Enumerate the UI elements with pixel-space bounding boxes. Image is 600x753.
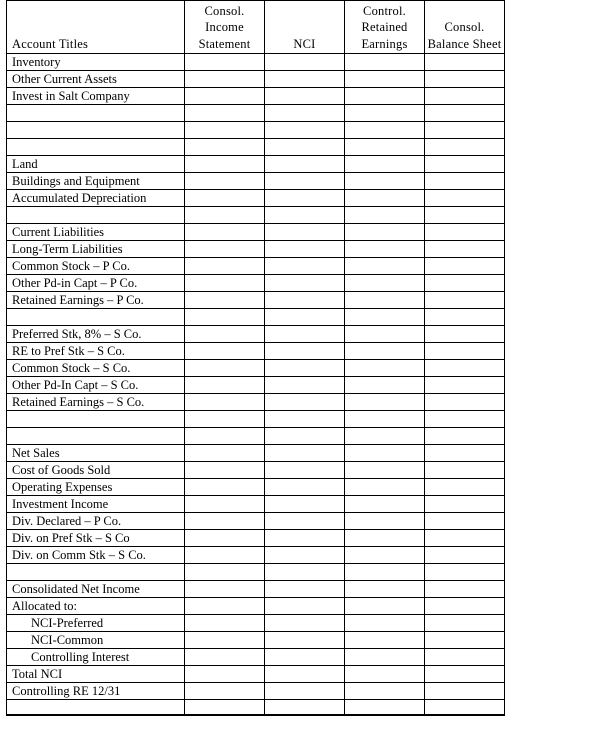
table-row — [7, 394, 505, 411]
cell-nci[interactable] — [265, 190, 345, 207]
cell-consol-balance-sheet[interactable] — [425, 496, 505, 513]
cell-control-retained-earnings[interactable] — [345, 122, 425, 139]
cell-consol-income-statement[interactable] — [185, 275, 265, 292]
cell-consol-balance-sheet[interactable] — [425, 394, 505, 411]
cell-nci[interactable] — [265, 632, 345, 649]
cell-consol-balance-sheet[interactable] — [425, 479, 505, 496]
cell-consol-balance-sheet[interactable] — [425, 547, 505, 564]
table-row — [7, 54, 505, 71]
cell-control-retained-earnings[interactable] — [345, 292, 425, 309]
header-consol-balance-sheet: Consol. Balance Sheet — [425, 1, 505, 54]
cell-consol-income-statement[interactable] — [185, 54, 265, 71]
cell-nci[interactable] — [265, 462, 345, 479]
table-row — [7, 445, 505, 462]
account-title-cell: Operating Expenses — [7, 479, 185, 496]
cell-control-retained-earnings[interactable] — [345, 479, 425, 496]
cell-nci[interactable] — [265, 564, 345, 581]
cell-consol-income-statement[interactable] — [185, 394, 265, 411]
cell-consol-income-statement[interactable] — [185, 683, 265, 700]
cell-nci[interactable] — [265, 326, 345, 343]
cell-consol-income-statement[interactable] — [185, 632, 265, 649]
cell-nci[interactable] — [265, 275, 345, 292]
cell-nci[interactable] — [265, 258, 345, 275]
cell-consol-income-statement[interactable] — [185, 292, 265, 309]
cell-consol-balance-sheet[interactable] — [425, 513, 505, 530]
cell-nci[interactable] — [265, 598, 345, 615]
account-title-cell: Buildings and Equipment — [7, 173, 185, 190]
cell-nci[interactable] — [265, 207, 345, 224]
cell-consol-income-statement[interactable] — [185, 122, 265, 139]
cell-consol-income-statement[interactable] — [185, 479, 265, 496]
cell-consol-balance-sheet[interactable] — [425, 462, 505, 479]
cell-consol-balance-sheet[interactable] — [425, 224, 505, 241]
cell-consol-income-statement[interactable] — [185, 156, 265, 173]
cell-consol-income-statement[interactable] — [185, 547, 265, 564]
cell-consol-income-statement[interactable] — [185, 241, 265, 258]
cell-consol-balance-sheet[interactable] — [425, 190, 505, 207]
cell-control-retained-earnings[interactable] — [345, 411, 425, 428]
cell-consol-income-statement[interactable] — [185, 649, 265, 666]
cell-nci[interactable] — [265, 496, 345, 513]
cell-control-retained-earnings[interactable] — [345, 105, 425, 122]
cell-consol-income-statement[interactable] — [185, 71, 265, 88]
account-title-cell — [7, 207, 185, 224]
table-row — [7, 71, 505, 88]
cell-control-retained-earnings[interactable] — [345, 649, 425, 666]
cell-control-retained-earnings[interactable] — [345, 173, 425, 190]
table-row — [7, 683, 505, 700]
cell-control-retained-earnings[interactable] — [345, 377, 425, 394]
account-title-cell — [7, 105, 185, 122]
cell-nci[interactable] — [265, 445, 345, 462]
cell-consol-income-statement[interactable] — [185, 564, 265, 581]
cell-control-retained-earnings[interactable] — [345, 275, 425, 292]
cell-nci[interactable] — [265, 547, 345, 564]
cell-nci[interactable] — [265, 122, 345, 139]
cell-nci[interactable] — [265, 292, 345, 309]
cell-consol-balance-sheet[interactable] — [425, 411, 505, 428]
cell-control-retained-earnings[interactable] — [345, 156, 425, 173]
cell-consol-balance-sheet[interactable] — [425, 683, 505, 700]
account-title-cell: Net Sales — [7, 445, 185, 462]
account-title-cell: RE to Pref Stk – S Co. — [7, 343, 185, 360]
cell-consol-balance-sheet[interactable] — [425, 292, 505, 309]
cell-consol-balance-sheet[interactable] — [425, 564, 505, 581]
account-title-cell — [7, 428, 185, 445]
cell-consol-balance-sheet[interactable] — [425, 581, 505, 598]
table-row — [7, 377, 505, 394]
cell-consol-balance-sheet[interactable] — [425, 173, 505, 190]
account-title-cell: Long-Term Liabilities — [7, 241, 185, 258]
cell-nci[interactable] — [265, 666, 345, 683]
cell-control-retained-earnings[interactable] — [345, 683, 425, 700]
cell-consol-income-statement[interactable] — [185, 615, 265, 632]
cell-control-retained-earnings[interactable] — [345, 241, 425, 258]
cell-consol-income-statement[interactable] — [185, 700, 265, 716]
cell-nci[interactable] — [265, 360, 345, 377]
cell-control-retained-earnings[interactable] — [345, 207, 425, 224]
cell-consol-balance-sheet[interactable] — [425, 343, 505, 360]
worksheet-body — [7, 54, 505, 716]
cell-control-retained-earnings[interactable] — [345, 343, 425, 360]
cell-consol-balance-sheet[interactable] — [425, 88, 505, 105]
cell-nci[interactable] — [265, 139, 345, 156]
account-title-cell: Div. on Pref Stk – S Co — [7, 530, 185, 547]
table-row — [7, 326, 505, 343]
table-row — [7, 275, 505, 292]
account-title-cell: Total NCI — [7, 666, 185, 683]
cell-consol-balance-sheet[interactable] — [425, 275, 505, 292]
account-title-cell: Other Pd-in Capt – P Co. — [7, 275, 185, 292]
account-title-cell: Common Stock – P Co. — [7, 258, 185, 275]
consolidation-worksheet-table — [6, 0, 505, 716]
account-title-cell: Consolidated Net Income — [7, 581, 185, 598]
table-row — [7, 360, 505, 377]
table-row — [7, 496, 505, 513]
table-row — [7, 292, 505, 309]
table-row — [7, 173, 505, 190]
cell-nci[interactable] — [265, 156, 345, 173]
cell-control-retained-earnings[interactable] — [345, 394, 425, 411]
table-row — [7, 479, 505, 496]
account-title-cell: Investment Income — [7, 496, 185, 513]
cell-control-retained-earnings[interactable] — [345, 581, 425, 598]
cell-consol-balance-sheet[interactable] — [425, 207, 505, 224]
cell-consol-income-statement[interactable] — [185, 581, 265, 598]
account-title-cell — [7, 309, 185, 326]
account-title-cell: Other Pd-In Capt – S Co. — [7, 377, 185, 394]
cell-control-retained-earnings[interactable] — [345, 496, 425, 513]
cell-consol-balance-sheet[interactable] — [425, 666, 505, 683]
cell-consol-balance-sheet[interactable] — [425, 530, 505, 547]
header-control-retained-earnings: Control. Retained Earnings — [345, 1, 425, 54]
cell-control-retained-earnings[interactable] — [345, 700, 425, 716]
cell-consol-balance-sheet[interactable] — [425, 649, 505, 666]
cell-control-retained-earnings[interactable] — [345, 139, 425, 156]
cell-consol-balance-sheet[interactable] — [425, 615, 505, 632]
header-row — [7, 1, 505, 54]
table-row — [7, 462, 505, 479]
account-title-cell — [7, 122, 185, 139]
account-title-cell: Div. Declared – P Co. — [7, 513, 185, 530]
cell-nci[interactable] — [265, 649, 345, 666]
cell-control-retained-earnings[interactable] — [345, 258, 425, 275]
account-title-cell — [7, 700, 185, 716]
account-title-cell: Common Stock – S Co. — [7, 360, 185, 377]
table-row — [7, 190, 505, 207]
cell-consol-income-statement[interactable] — [185, 88, 265, 105]
table-row — [7, 649, 505, 666]
cell-nci[interactable] — [265, 394, 345, 411]
table-row — [7, 700, 505, 716]
table-row — [7, 547, 505, 564]
cell-control-retained-earnings[interactable] — [345, 632, 425, 649]
table-row — [7, 666, 505, 683]
cell-control-retained-earnings[interactable] — [345, 360, 425, 377]
cell-consol-income-statement[interactable] — [185, 343, 265, 360]
table-row — [7, 632, 505, 649]
cell-control-retained-earnings[interactable] — [345, 428, 425, 445]
cell-control-retained-earnings[interactable] — [345, 598, 425, 615]
cell-consol-income-statement[interactable] — [185, 530, 265, 547]
cell-consol-income-statement[interactable] — [185, 496, 265, 513]
cell-consol-income-statement[interactable] — [185, 139, 265, 156]
cell-control-retained-earnings[interactable] — [345, 547, 425, 564]
account-title-cell: Other Current Assets — [7, 71, 185, 88]
cell-control-retained-earnings[interactable] — [345, 71, 425, 88]
cell-consol-balance-sheet[interactable] — [425, 241, 505, 258]
cell-control-retained-earnings[interactable] — [345, 462, 425, 479]
cell-nci[interactable] — [265, 683, 345, 700]
cell-consol-balance-sheet[interactable] — [425, 105, 505, 122]
cell-consol-balance-sheet[interactable] — [425, 360, 505, 377]
table-row — [7, 224, 505, 241]
account-title-cell: Preferred Stk, 8% – S Co. — [7, 326, 185, 343]
table-row — [7, 207, 505, 224]
cell-consol-income-statement[interactable] — [185, 360, 265, 377]
cell-consol-balance-sheet[interactable] — [425, 377, 505, 394]
account-title-cell — [7, 411, 185, 428]
cell-consol-income-statement[interactable] — [185, 428, 265, 445]
cell-control-retained-earnings[interactable] — [345, 224, 425, 241]
cell-consol-balance-sheet[interactable] — [425, 309, 505, 326]
cell-control-retained-earnings[interactable] — [345, 513, 425, 530]
account-title-cell: NCI-Preferred — [7, 615, 185, 632]
table-row — [7, 564, 505, 581]
cell-consol-balance-sheet[interactable] — [425, 156, 505, 173]
cell-nci[interactable] — [265, 581, 345, 598]
table-row — [7, 615, 505, 632]
table-row — [7, 122, 505, 139]
table-row — [7, 241, 505, 258]
account-title-cell: Cost of Goods Sold — [7, 462, 185, 479]
account-title-cell: Controlling RE 12/31 — [7, 683, 185, 700]
cell-nci[interactable] — [265, 224, 345, 241]
cell-consol-balance-sheet[interactable] — [425, 632, 505, 649]
cell-nci[interactable] — [265, 173, 345, 190]
table-row — [7, 530, 505, 547]
cell-control-retained-earnings[interactable] — [345, 564, 425, 581]
account-title-cell: NCI-Common — [7, 632, 185, 649]
table-row — [7, 258, 505, 275]
cell-control-retained-earnings[interactable] — [345, 326, 425, 343]
cell-nci[interactable] — [265, 700, 345, 716]
account-title-cell: Retained Earnings – P Co. — [7, 292, 185, 309]
cell-consol-income-statement[interactable] — [185, 411, 265, 428]
table-row — [7, 513, 505, 530]
cell-consol-balance-sheet[interactable] — [425, 122, 505, 139]
cell-control-retained-earnings[interactable] — [345, 666, 425, 683]
cell-consol-balance-sheet[interactable] — [425, 445, 505, 462]
cell-consol-balance-sheet[interactable] — [425, 700, 505, 716]
cell-consol-income-statement[interactable] — [185, 377, 265, 394]
cell-nci[interactable] — [265, 241, 345, 258]
header-nci: NCI — [265, 1, 345, 54]
table-row — [7, 411, 505, 428]
account-title-cell: Div. on Comm Stk – S Co. — [7, 547, 185, 564]
header-consol-income-statement: Consol. Income Statement — [185, 1, 265, 54]
cell-consol-income-statement[interactable] — [185, 224, 265, 241]
table-row — [7, 581, 505, 598]
cell-consol-income-statement[interactable] — [185, 462, 265, 479]
cell-control-retained-earnings[interactable] — [345, 530, 425, 547]
cell-nci[interactable] — [265, 530, 345, 547]
account-title-cell: Current Liabilities — [7, 224, 185, 241]
account-title-cell — [7, 139, 185, 156]
cell-nci[interactable] — [265, 309, 345, 326]
cell-nci[interactable] — [265, 54, 345, 71]
cell-control-retained-earnings[interactable] — [345, 54, 425, 71]
cell-control-retained-earnings[interactable] — [345, 88, 425, 105]
cell-consol-income-statement[interactable] — [185, 598, 265, 615]
cell-consol-income-statement[interactable] — [185, 309, 265, 326]
header-account-titles: Account Titles — [7, 1, 185, 54]
account-title-cell: Accumulated Depreciation — [7, 190, 185, 207]
table-row — [7, 309, 505, 326]
table-row — [7, 156, 505, 173]
cell-nci[interactable] — [265, 71, 345, 88]
cell-consol-income-statement[interactable] — [185, 513, 265, 530]
cell-nci[interactable] — [265, 88, 345, 105]
account-title-cell: Land — [7, 156, 185, 173]
cell-consol-income-statement[interactable] — [185, 190, 265, 207]
cell-consol-balance-sheet[interactable] — [425, 139, 505, 156]
account-title-cell: Controlling Interest — [7, 649, 185, 666]
cell-control-retained-earnings[interactable] — [345, 445, 425, 462]
cell-nci[interactable] — [265, 411, 345, 428]
cell-nci[interactable] — [265, 513, 345, 530]
cell-consol-balance-sheet[interactable] — [425, 598, 505, 615]
cell-consol-income-statement[interactable] — [185, 258, 265, 275]
cell-nci[interactable] — [265, 615, 345, 632]
account-title-cell: Invest in Salt Company — [7, 88, 185, 105]
cell-consol-balance-sheet[interactable] — [425, 258, 505, 275]
cell-control-retained-earnings[interactable] — [345, 309, 425, 326]
table-row — [7, 343, 505, 360]
account-title-cell: Retained Earnings – S Co. — [7, 394, 185, 411]
cell-nci[interactable] — [265, 377, 345, 394]
table-row — [7, 88, 505, 105]
cell-nci[interactable] — [265, 105, 345, 122]
table-row — [7, 105, 505, 122]
cell-consol-income-statement[interactable] — [185, 173, 265, 190]
table-row — [7, 598, 505, 615]
cell-consol-balance-sheet[interactable] — [425, 428, 505, 445]
cell-consol-income-statement[interactable] — [185, 445, 265, 462]
cell-consol-balance-sheet[interactable] — [425, 54, 505, 71]
cell-consol-income-statement[interactable] — [185, 105, 265, 122]
account-title-cell — [7, 564, 185, 581]
account-title-cell: Inventory — [7, 54, 185, 71]
cell-control-retained-earnings[interactable] — [345, 615, 425, 632]
cell-nci[interactable] — [265, 479, 345, 496]
cell-consol-income-statement[interactable] — [185, 666, 265, 683]
table-row — [7, 428, 505, 445]
table-row — [7, 139, 505, 156]
cell-nci[interactable] — [265, 428, 345, 445]
cell-nci[interactable] — [265, 343, 345, 360]
cell-consol-income-statement[interactable] — [185, 326, 265, 343]
cell-control-retained-earnings[interactable] — [345, 190, 425, 207]
cell-consol-balance-sheet[interactable] — [425, 326, 505, 343]
cell-consol-income-statement[interactable] — [185, 207, 265, 224]
cell-consol-balance-sheet[interactable] — [425, 71, 505, 88]
account-title-cell: Allocated to: — [7, 598, 185, 615]
